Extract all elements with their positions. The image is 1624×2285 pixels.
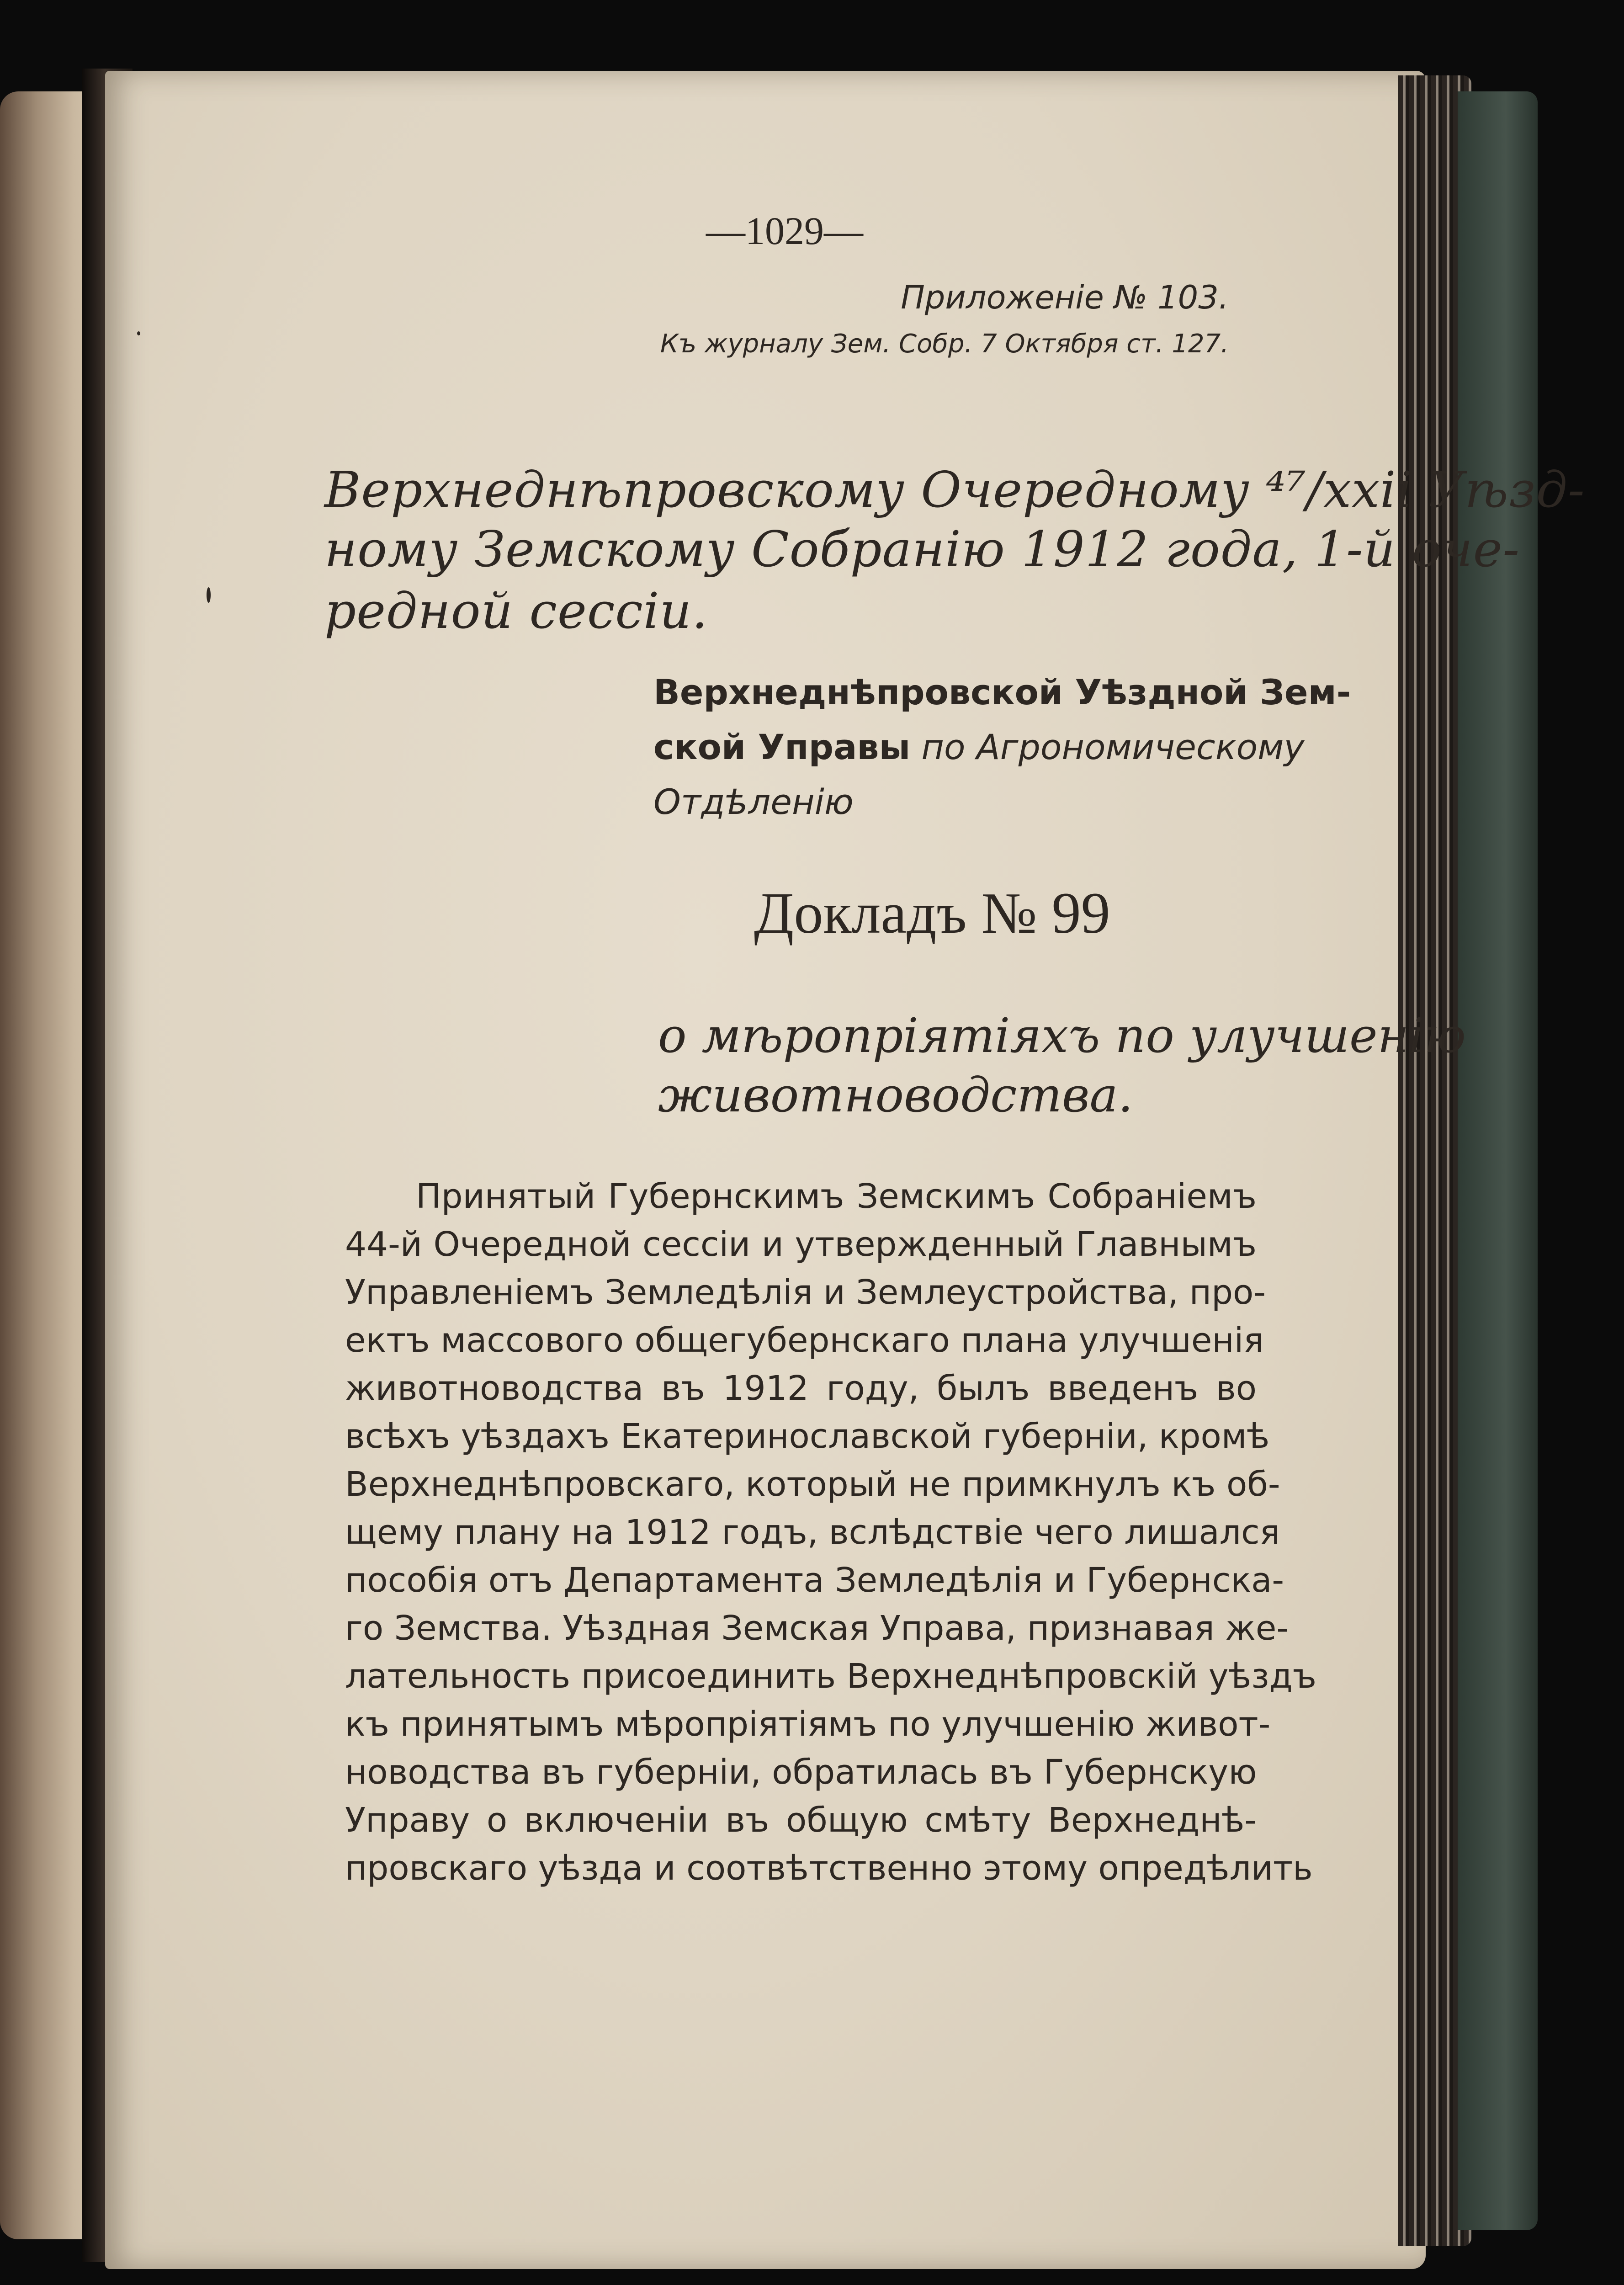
page-number: —1029—	[706, 209, 863, 253]
body-line: го Земства. Уѣздная Земская Управа, признавая же-	[345, 1609, 1289, 1648]
body-line: новодства въ губернiи, обратилась въ Губернскую	[345, 1753, 1257, 1792]
addressee-line: ному Земскому Собранiю 1912 года, 1-й оче-	[324, 521, 1520, 578]
ink-speck	[137, 331, 140, 335]
sender-name-part: ской Управы	[653, 727, 911, 767]
body-line: 44-й Очередной сессiи и утвержденный Главнымъ	[345, 1225, 1257, 1264]
body-line: щему плану на 1912 годъ, вслѣдствiе чего лишался	[345, 1513, 1280, 1552]
body-line: всѣхъ уѣздахъ Екатеринославской губернiи, кромѣ	[345, 1417, 1270, 1456]
body-line: провскаго уѣзда и соотвѣтственно этому опредѣлить	[345, 1849, 1313, 1888]
ink-speck	[207, 587, 211, 603]
sender-line	[653, 781, 854, 822]
book-page	[105, 71, 1426, 2269]
journal-reference: Къ журналу Зем. Собр. 7 Октября ст. 127.	[660, 329, 1229, 359]
addressee-line: Верхнеднѣпровскому Очередному ⁴⁷/xxii Уѣзд-	[324, 462, 1585, 519]
body-line: Принятый Губернскимъ Земскимъ Собранiемъ	[416, 1177, 1257, 1216]
sender-line	[653, 672, 1351, 712]
body-line: къ принятымъ мѣропрiятiямъ по улучшенiю живот-	[345, 1705, 1271, 1744]
sender-department: по Агрономическому	[921, 727, 1305, 767]
sender-name-part: Верхнеднѣпровской Уѣздной Зем-	[653, 672, 1351, 712]
body-line: лательность присоединить Верхнеднѣпровскiй уѣздъ	[345, 1657, 1317, 1696]
report-subject: животноводства.	[658, 1067, 1133, 1123]
body-line: Управленiемъ Земледѣлiя и Землеустройства, про-	[345, 1273, 1266, 1312]
appendix-label: Приложенiе № 103.	[901, 279, 1229, 316]
report-subject: о мѣропрiятiяхъ по улучшенiю	[658, 1008, 1466, 1063]
sender-department: Отдѣленiю	[653, 781, 854, 822]
addressee-line: редной сессiи.	[324, 583, 708, 640]
body-line: животноводства въ 1912 году, былъ введенъ во	[345, 1369, 1257, 1408]
body-line: Управу о включенiи въ общую смѣту Верхнеднѣ-	[345, 1801, 1257, 1840]
body-line: ектъ массового общегубернскаго плана улучшенiя	[345, 1321, 1264, 1360]
report-title: Докладъ № 99	[754, 881, 1110, 946]
book-cover-edge	[1458, 91, 1538, 2230]
body-line: пособiя отъ Департамента Земледѣлiя и Губернска-	[345, 1561, 1284, 1600]
body-line: Верхнеднѣпровскаго, который не примкнулъ къ об-	[345, 1465, 1280, 1504]
sender-line	[653, 727, 1304, 767]
